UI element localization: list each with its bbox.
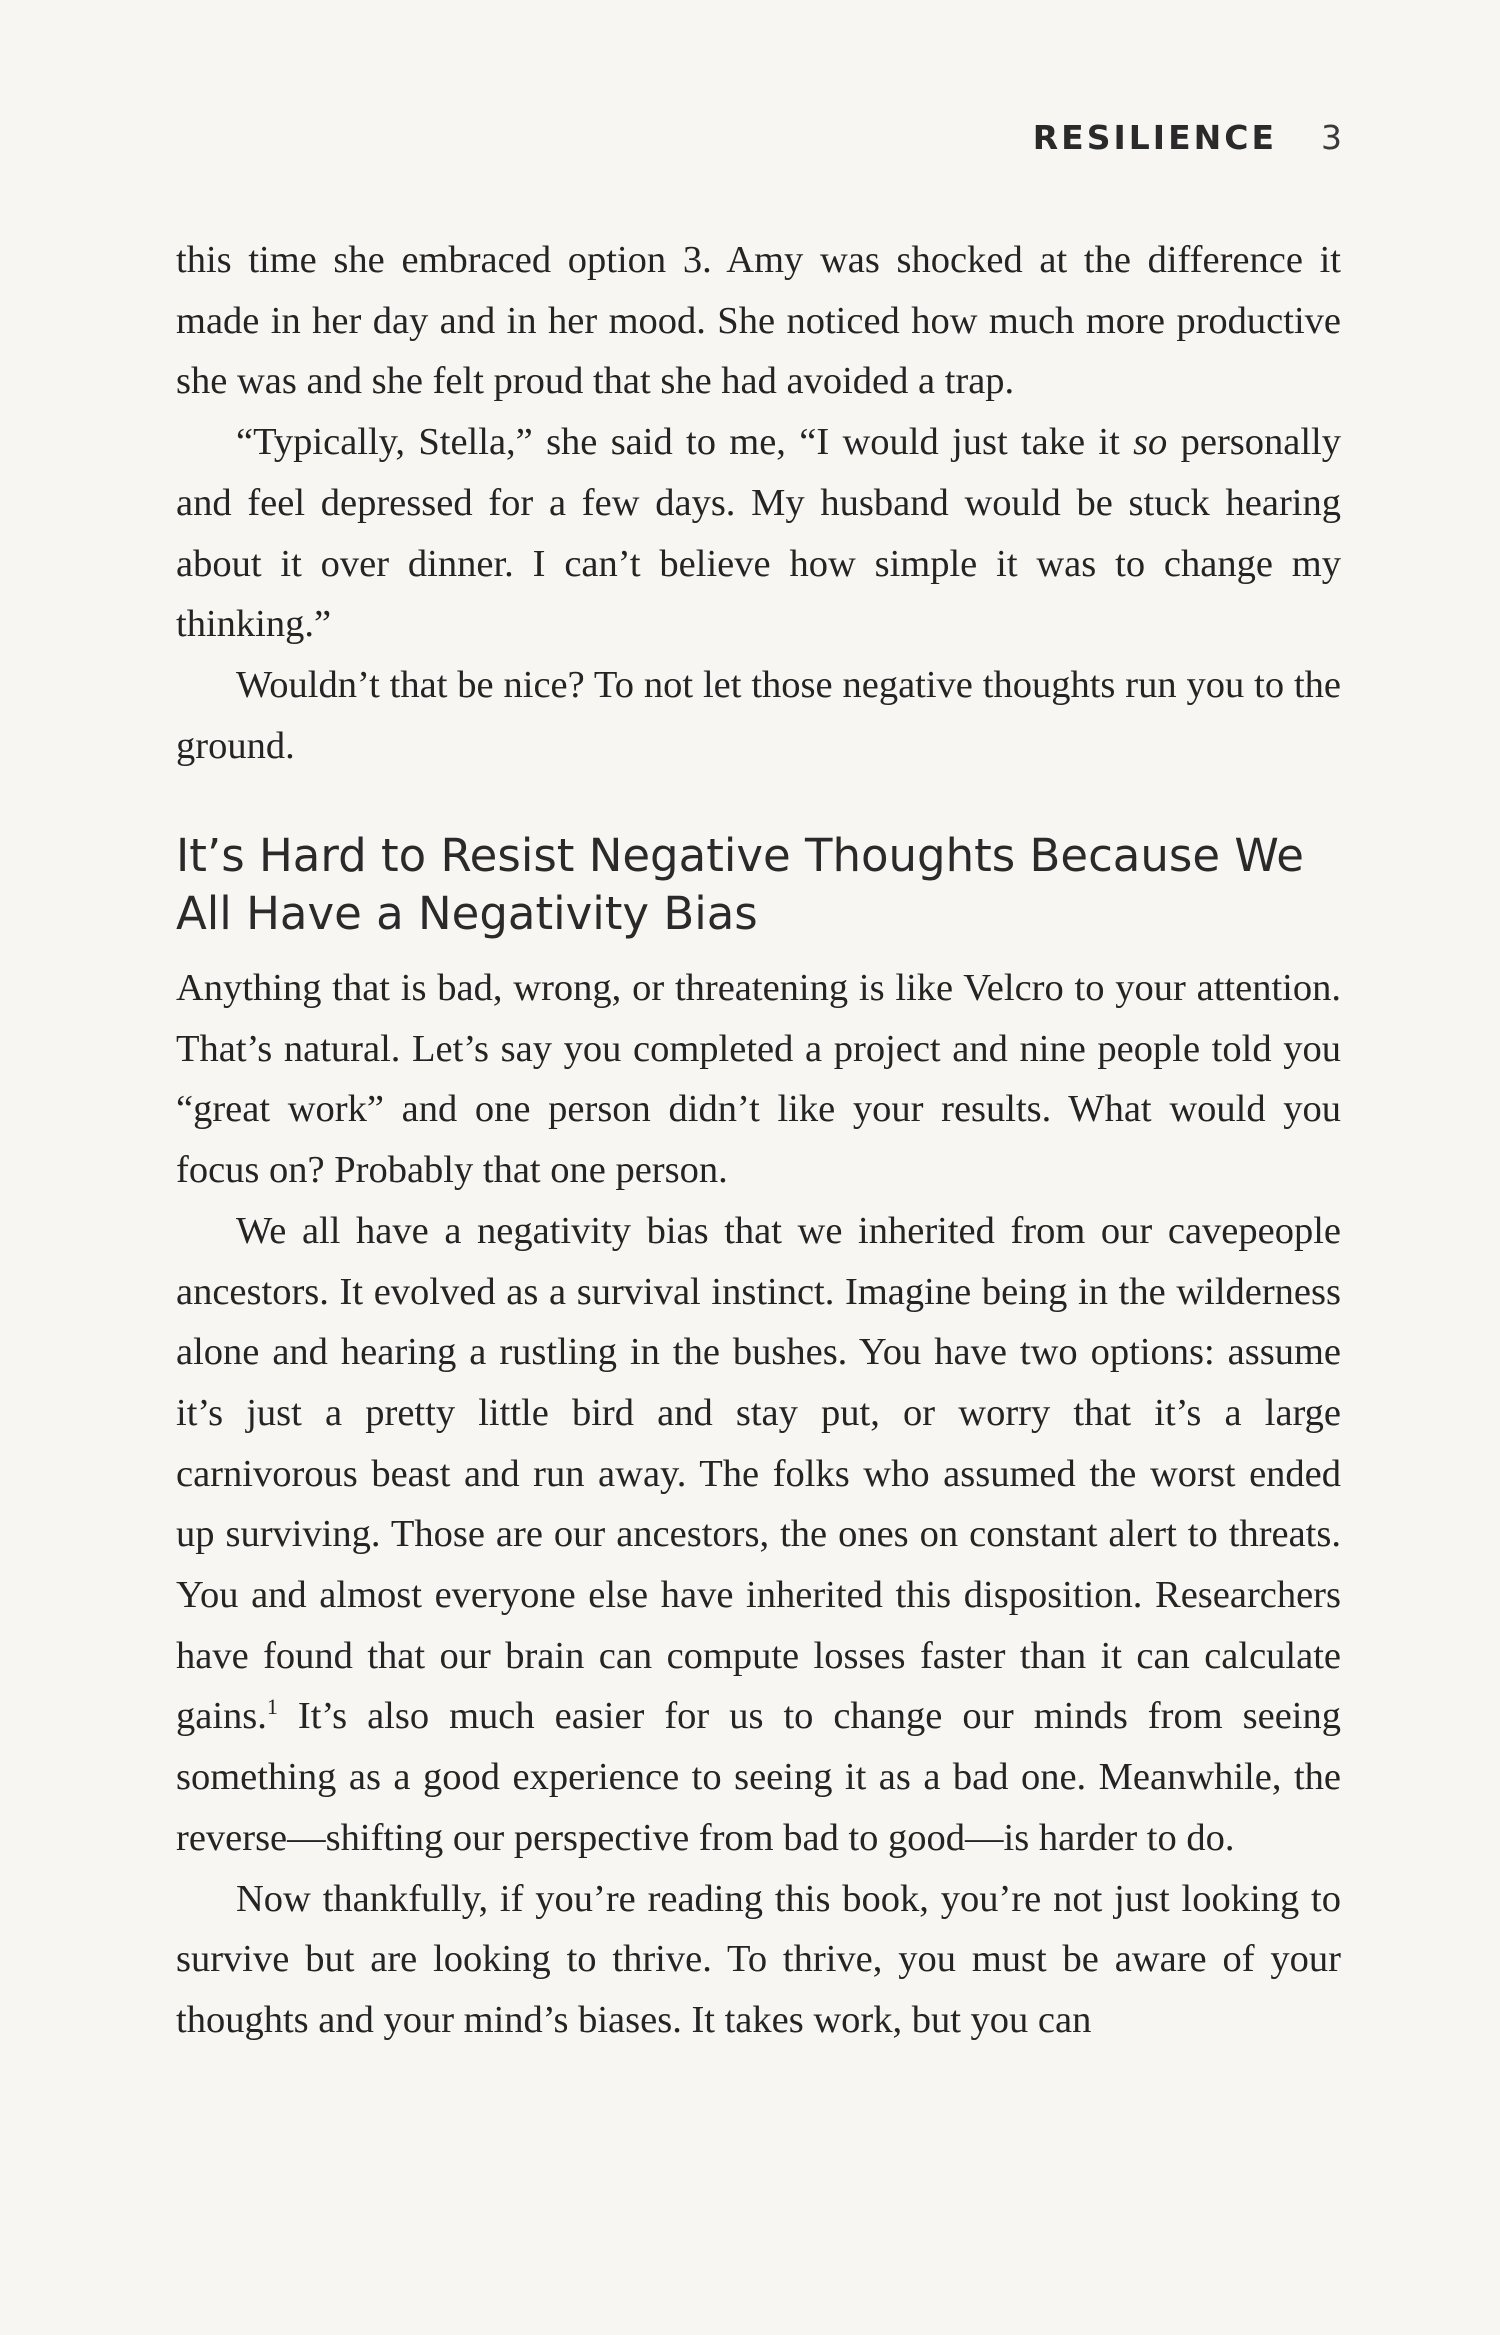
footnote-marker[interactable]: 1 (266, 1694, 278, 1720)
page-number: 3 (1321, 118, 1344, 157)
paragraph: Wouldn’t that be nice? To not let those negative thoughts run you to the ground. (176, 663, 1341, 767)
paragraph-text: “Typically, Stella,” she said to me, “I would just take it (236, 421, 1134, 464)
section-heading: It’s Hard to Resist Negative Thoughts Because We All Have a Negativity Bias (176, 829, 1304, 940)
paragraph (176, 1201, 1341, 1869)
paragraph: Anything that is bad, wrong, or threatening is like Velcro to your attention. That’s natural. Let’s say you completed a project and nine people told you “great work” and one person didn’t like your results. What would you focus on? Probably that one person. (176, 967, 1341, 1192)
paragraph (176, 412, 1341, 655)
paragraph: Now thankfully, if you’re reading this book, you’re not just looking to survive but are looking to thrive. To thrive, you must be aware of your thoughts and your mind’s biases. It takes work, but you can (176, 1877, 1341, 2041)
body-text-bottom (176, 958, 1341, 2051)
emphasis-text: so (1133, 421, 1168, 464)
running-head (1033, 118, 1344, 157)
paragraph-text: personally and feel depressed for a few days. My husband would be stuck hearing about it over dinner. I can’t believe how simple it was to change my thinking.” (176, 421, 1341, 646)
paragraph-text: It’s also much easier for us to change our minds from seeing something as a good experience to seeing it as a bad one. Meanwhile, the reverse—shifting our perspective from bad to good—is harder to do. (176, 1695, 1341, 1859)
body-text-top (176, 230, 1341, 776)
paragraph-text: We all have a negativity bias that we inherited from our cavepeople ancestors. It evolved as a survival instinct. Imagine being in the wilderness alone and hearing a rustling in the bushes. You have two options: assume it’s just a pretty little bird and stay put, or worry that it’s a large carnivorous beast and run away. The folks who assumed the worst ended up surviving. Those are our ancestors, the ones on constant alert to threats. You and almost everyone else have inherited this disposition. Researchers have found that our brain can compute losses faster than it can calculate gains. (176, 1209, 1341, 1738)
running-head-title: RESILIENCE (1032, 118, 1277, 157)
paragraph: this time she embraced option 3. Amy was shocked at the difference it made in her day and in her mood. She noticed how much more productive she was and she felt proud that she had avoided a trap. (176, 239, 1341, 403)
